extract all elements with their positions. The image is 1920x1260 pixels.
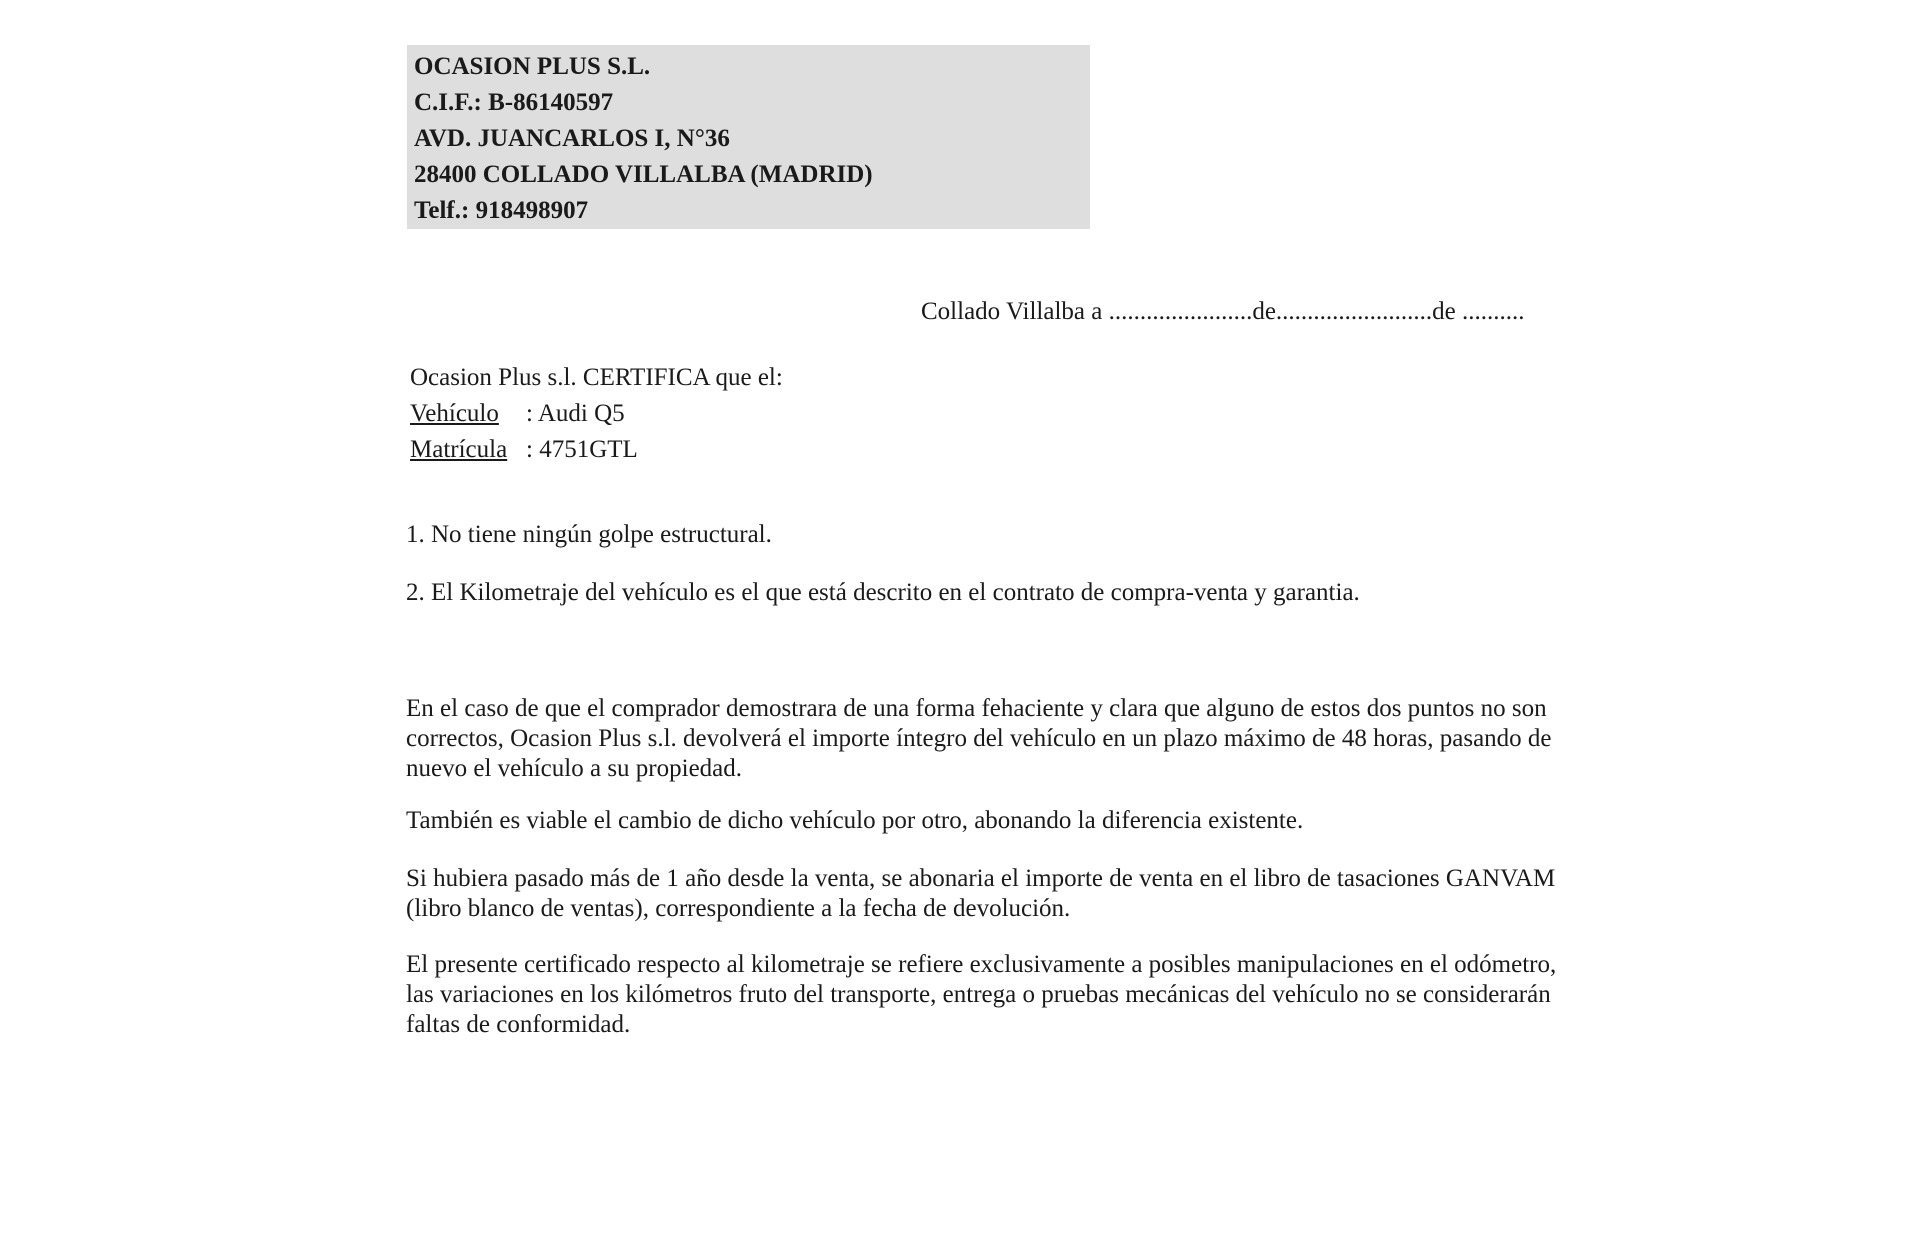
company-header-box [407,45,1090,229]
company-phone: Telf.: 918498907 [414,197,589,224]
company-cif: C.I.F.: B-86140597 [414,89,614,116]
exchange-paragraph: También es viable el cambio de dicho vehículo por otro, abonando la diferencia existente. [406,807,1304,834]
certified-item-2: 2. El Kilometraje del vehículo es el que está descrito en el contrato de compra-venta y garantia. [406,579,1360,606]
mileage-scope-paragraph: El presente certificado respecto al kilometraje se refiere exclusivamente a posibles manipulaciones en el odómetro, las variaciones en los kilómetros fruto del transporte, entrega o pruebas mecánicas del vehículo no se considerarán faltas de conformidad. [406,951,1557,1038]
company-city: 28400 COLLADO VILLALBA (MADRID) [414,161,873,188]
certification-intro: Ocasion Plus s.l. CERTIFICA que el: [410,364,783,391]
company-name: OCASION PLUS S.L. [414,53,651,80]
refund-paragraph: En el caso de que el comprador demostrara de una forma fehaciente y clara que alguno de estos dos puntos no son correctos, Ocasion Plus s.l. devolverá el importe íntegro del vehículo en un plazo máximo de 48 horas, pasando de nuevo el vehículo a su propiedad. [406,695,1552,782]
plate-value: : 4751GTL [526,436,638,463]
plate-label: Matrícula [410,436,508,463]
date-line: Collado Villalba a .......................de.........................de .......... [921,298,1525,325]
vehicle-value: : Audi Q5 [526,400,625,427]
valuation-paragraph: Si hubiera pasado más de 1 año desde la venta, se abonaria el importe de venta en el libro de tasaciones GANVAM (libro blanco de ventas), correspondiente a la fecha de devolución. [406,865,1556,922]
certification-block [410,360,783,468]
vehicle-field [410,396,783,432]
plate-field [410,432,783,468]
certified-item-1: 1. No tiene ningún golpe estructural. [406,521,772,548]
company-address: AVD. JUANCARLOS I, N°36 [414,125,730,152]
vehicle-label: Vehículo [410,400,499,427]
